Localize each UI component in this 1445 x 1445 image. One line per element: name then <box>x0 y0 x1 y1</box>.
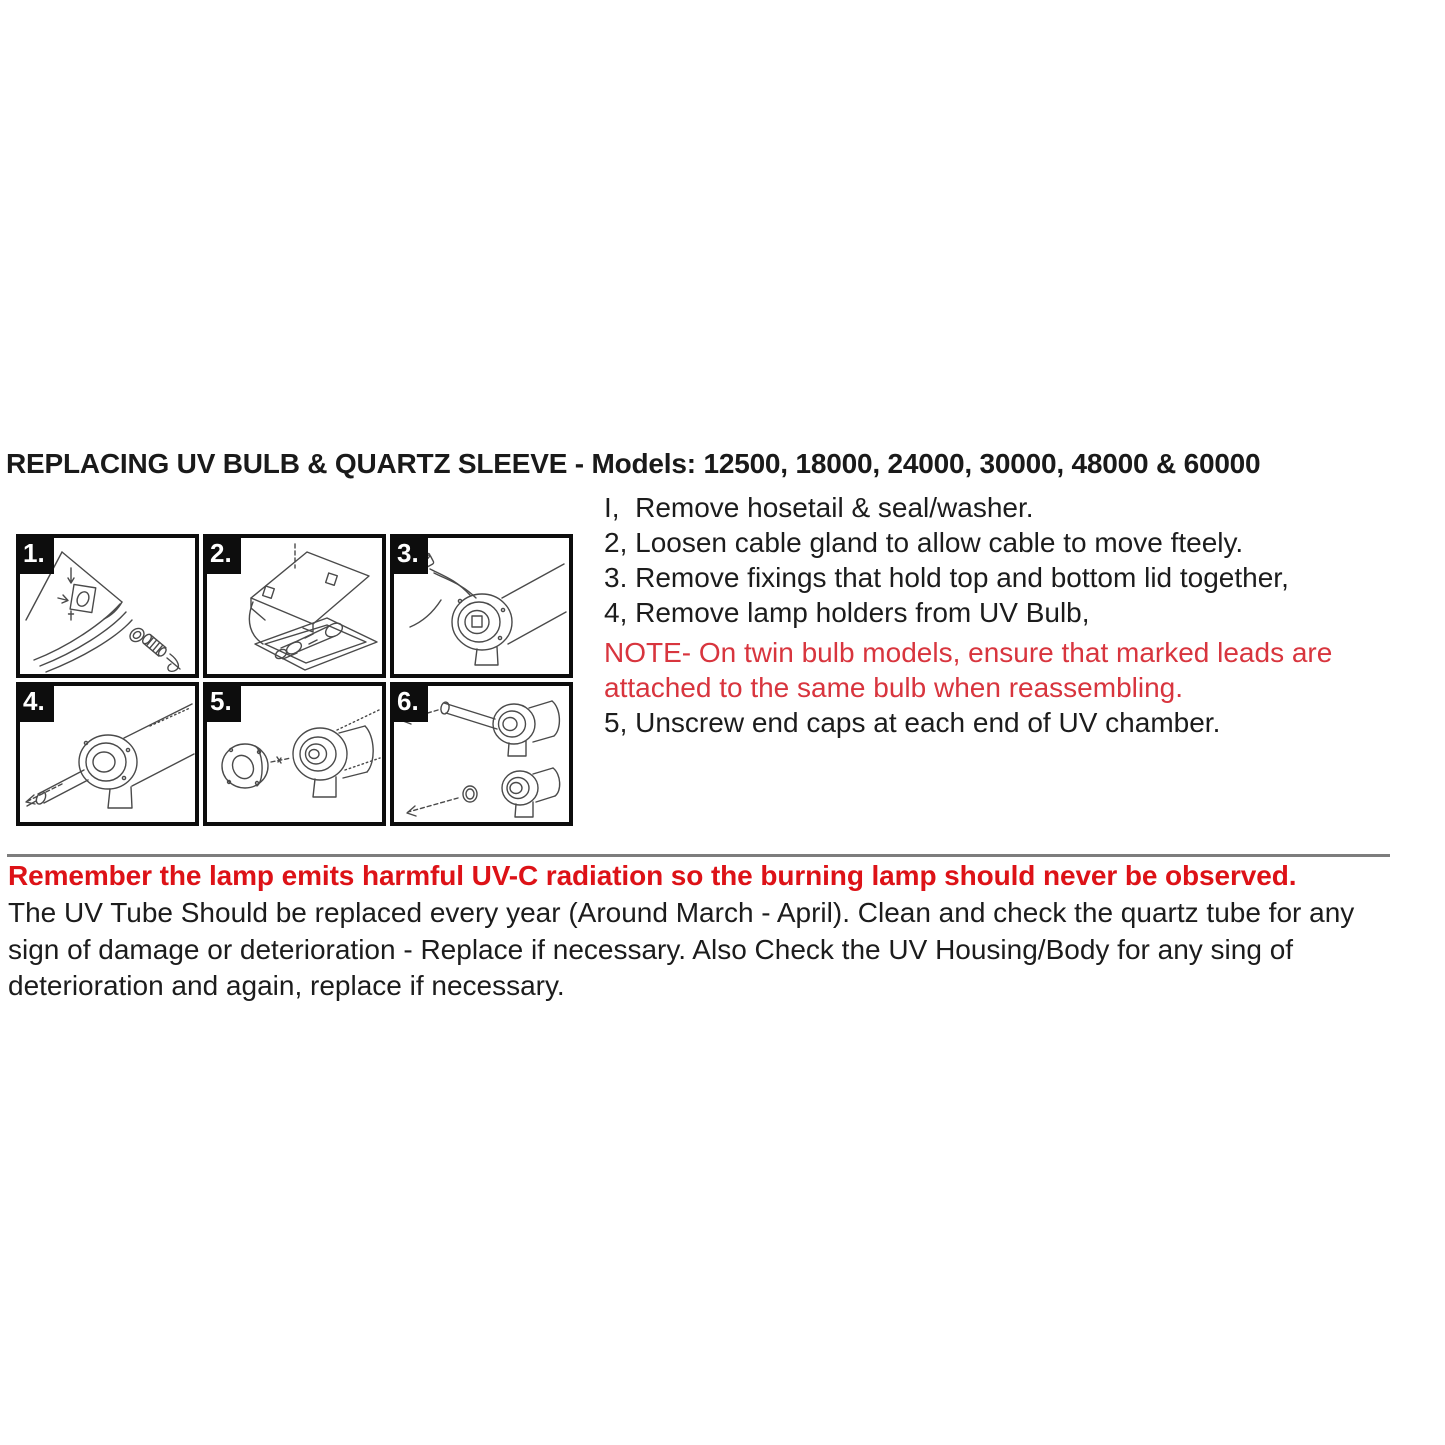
note-line-1: NOTE- On twin bulb models, ensure that marked leads are <box>604 637 1333 668</box>
warning-body-line-3: deterioration and again, replace if necessary. <box>8 970 565 1001</box>
step-1: I, Remove hosetail & seal/washer. <box>604 492 1034 523</box>
warning-body <box>8 895 1354 1005</box>
panel-number-badge: 2. <box>203 534 241 574</box>
step-3: 3. Remove fixings that hold top and bottom lid together, <box>604 562 1289 593</box>
step-2: 2, Loosen cable gland to allow cable to move fteely. <box>604 527 1244 558</box>
panel-number-badge: 3. <box>390 534 428 574</box>
panel-number-badge: 4. <box>16 682 54 722</box>
step-5: 5, Unscrew end caps at each end of UV chamber. <box>604 707 1221 738</box>
page-title: REPLACING UV BULB & QUARTZ SLEEVE - Models: 12500, 18000, 24000, 30000, 48000 & 60000 <box>6 448 1261 479</box>
warning-headline: Remember the lamp emits harmful UV-C radiation so the burning lamp should never be observed. <box>8 860 1297 891</box>
instruction-steps <box>604 490 1445 740</box>
warning-body-line-2: sign of damage or deterioration - Replace if necessary. Also Check the UV Housing/Body for any sing of <box>8 933 1294 965</box>
diagram-panel-2 <box>203 534 386 678</box>
diagram-panel-6 <box>390 682 573 826</box>
warning-body-line-1: The UV Tube Should be replaced every year (Around March - April). Clean and check the quartz tube for any <box>8 897 1355 928</box>
diagram-panel-1 <box>16 534 199 678</box>
panel-number-badge: 5. <box>203 682 241 722</box>
diagram-grid <box>16 534 573 826</box>
diagram-panel-5 <box>203 682 386 826</box>
step-4: 4, Remove lamp holders from UV Bulb, <box>604 597 1090 628</box>
note-line-2: attached to the same bulb when reassembling. <box>604 672 1184 703</box>
panel-number-badge: 1. <box>16 534 54 574</box>
note-text <box>604 635 1445 705</box>
panel-number-badge: 6. <box>390 682 428 722</box>
diagram-panel-3 <box>390 534 573 678</box>
divider-line <box>7 854 1390 857</box>
diagram-panel-4 <box>16 682 199 826</box>
